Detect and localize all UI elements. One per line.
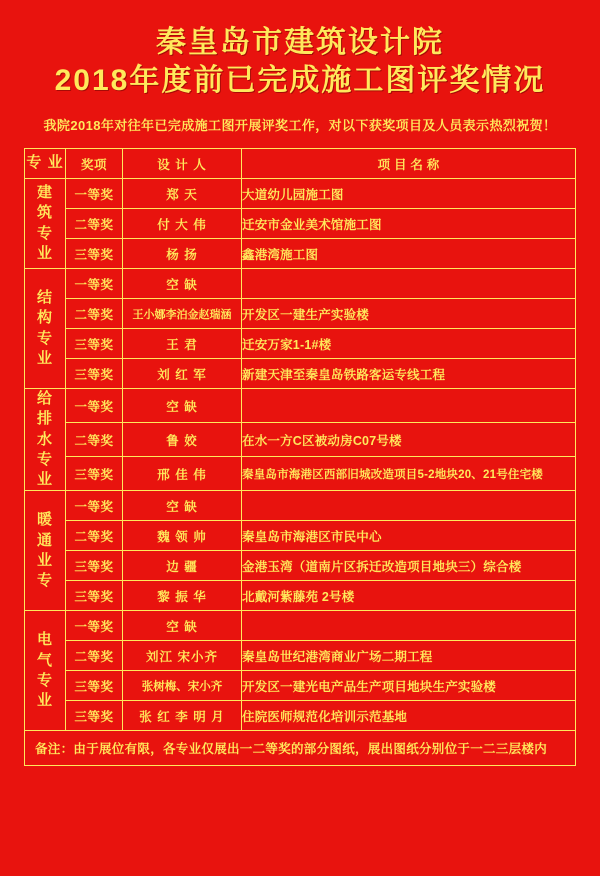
designer-cell: 空 缺 — [123, 389, 242, 423]
table-row — [25, 581, 576, 611]
designer-cell: 刘江 宋小齐 — [123, 641, 242, 671]
designer-cell: 黎 振 华 — [123, 581, 242, 611]
designer-cell: 郑 天 — [123, 179, 242, 209]
prize-cell: 一等奖 — [66, 611, 123, 641]
table-header-row — [25, 149, 576, 179]
project-cell: 开发区一建生产实验楼 — [242, 299, 576, 329]
award-table-wrap — [24, 148, 576, 731]
table-row — [25, 269, 576, 299]
prize-cell: 二等奖 — [66, 299, 123, 329]
project-cell: 迁安市金业美术馆施工图 — [242, 209, 576, 239]
project-cell: 金港玉湾（道南片区拆迁改造项目地块三）综合楼 — [242, 551, 576, 581]
project-cell: 北戴河紫藤苑 2号楼 — [242, 581, 576, 611]
category-cell-architecture: 建 筑 专 业 — [25, 179, 66, 269]
designer-cell: 张树梅、宋小齐 — [123, 671, 242, 701]
table-row — [25, 641, 576, 671]
prize-cell: 三等奖 — [66, 329, 123, 359]
prize-cell: 二等奖 — [66, 209, 123, 239]
prize-cell: 三等奖 — [66, 701, 123, 731]
project-cell: 开发区一建光电产品生产项目地块生产实验楼 — [242, 671, 576, 701]
title-block — [0, 0, 600, 99]
project-cell — [242, 491, 576, 521]
prize-cell: 一等奖 — [66, 389, 123, 423]
category-cell-hvac: 暖 通 业 专 — [25, 491, 66, 611]
table-note: 备注：由于展位有限，各专业仅展出一二等奖的部分图纸，展出图纸分别位于一二三层楼内 — [24, 731, 576, 766]
designer-cell: 付 大 伟 — [123, 209, 242, 239]
prize-cell: 三等奖 — [66, 671, 123, 701]
prize-cell: 一等奖 — [66, 179, 123, 209]
designer-cell: 杨 扬 — [123, 239, 242, 269]
poster-title-line-2: 2018年度前已完成施工图评奖情况 — [54, 63, 546, 97]
header-designer: 设 计 人 — [123, 149, 242, 179]
project-cell: 秦皇岛世纪港湾商业广场二期工程 — [242, 641, 576, 671]
project-cell — [242, 611, 576, 641]
category-cell-electrical: 电 气 专 业 — [25, 611, 66, 731]
category-cell-plumbing: 给 排 水 专 业 — [25, 389, 66, 491]
table-row — [25, 701, 576, 731]
poster-title-line-1: 秦皇岛市建筑设计院 — [156, 26, 444, 59]
designer-cell: 空 缺 — [123, 269, 242, 299]
table-row — [25, 671, 576, 701]
header-prize: 奖项 — [66, 149, 123, 179]
table-row — [25, 389, 576, 423]
designer-cell: 王小娜李泊金赵瑞涵 — [123, 299, 242, 329]
table-row — [25, 521, 576, 551]
header-category: 专 业 — [25, 149, 66, 179]
designer-cell: 魏 领 帅 — [123, 521, 242, 551]
prize-cell: 二等奖 — [66, 423, 123, 457]
project-cell: 迁安万家1-1#楼 — [242, 329, 576, 359]
table-row — [25, 423, 576, 457]
designer-cell: 空 缺 — [123, 611, 242, 641]
table-row — [25, 359, 576, 389]
category-cell-structure: 结 构 专 业 — [25, 269, 66, 389]
prize-cell: 三等奖 — [66, 581, 123, 611]
project-cell: 大道幼儿园施工图 — [242, 179, 576, 209]
designer-cell: 张 红 李 明 月 — [123, 701, 242, 731]
designer-cell: 边 疆 — [123, 551, 242, 581]
prize-cell: 二等奖 — [66, 641, 123, 671]
designer-cell: 刘 红 军 — [123, 359, 242, 389]
table-row — [25, 551, 576, 581]
prize-cell: 一等奖 — [66, 269, 123, 299]
prize-cell: 三等奖 — [66, 359, 123, 389]
table-row — [25, 239, 576, 269]
header-project: 项 目 名 称 — [242, 149, 576, 179]
prize-cell: 二等奖 — [66, 521, 123, 551]
designer-cell: 邢 佳 伟 — [123, 457, 242, 491]
prize-cell: 三等奖 — [66, 239, 123, 269]
project-cell: 鑫港湾施工图 — [242, 239, 576, 269]
designer-cell: 鲁 姣 — [123, 423, 242, 457]
table-row — [25, 329, 576, 359]
prize-cell: 三等奖 — [66, 457, 123, 491]
poster-subtitle: 我院2018年对往年已完成施工图开展评奖工作，对以下获奖项目及人员表示热烈祝贺！ — [43, 118, 557, 133]
designer-cell: 王 君 — [123, 329, 242, 359]
table-row — [25, 299, 576, 329]
table-row — [25, 179, 576, 209]
designer-cell: 空 缺 — [123, 491, 242, 521]
project-cell: 新建天津至秦皇岛铁路客运专线工程 — [242, 359, 576, 389]
prize-cell: 一等奖 — [66, 491, 123, 521]
table-row — [25, 209, 576, 239]
project-cell: 在水一方C区被动房C07号楼 — [242, 423, 576, 457]
award-table — [24, 148, 576, 731]
table-row — [25, 491, 576, 521]
project-cell — [242, 269, 576, 299]
project-cell: 住院医师规范化培训示范基地 — [242, 701, 576, 731]
table-row — [25, 457, 576, 491]
table-row — [25, 611, 576, 641]
project-cell: 秦皇岛市海港区西部旧城改造项目5-2地块20、21号住宅楼 — [242, 457, 576, 491]
project-cell: 秦皇岛市海港区市民中心 — [242, 521, 576, 551]
prize-cell: 三等奖 — [66, 551, 123, 581]
project-cell — [242, 389, 576, 423]
